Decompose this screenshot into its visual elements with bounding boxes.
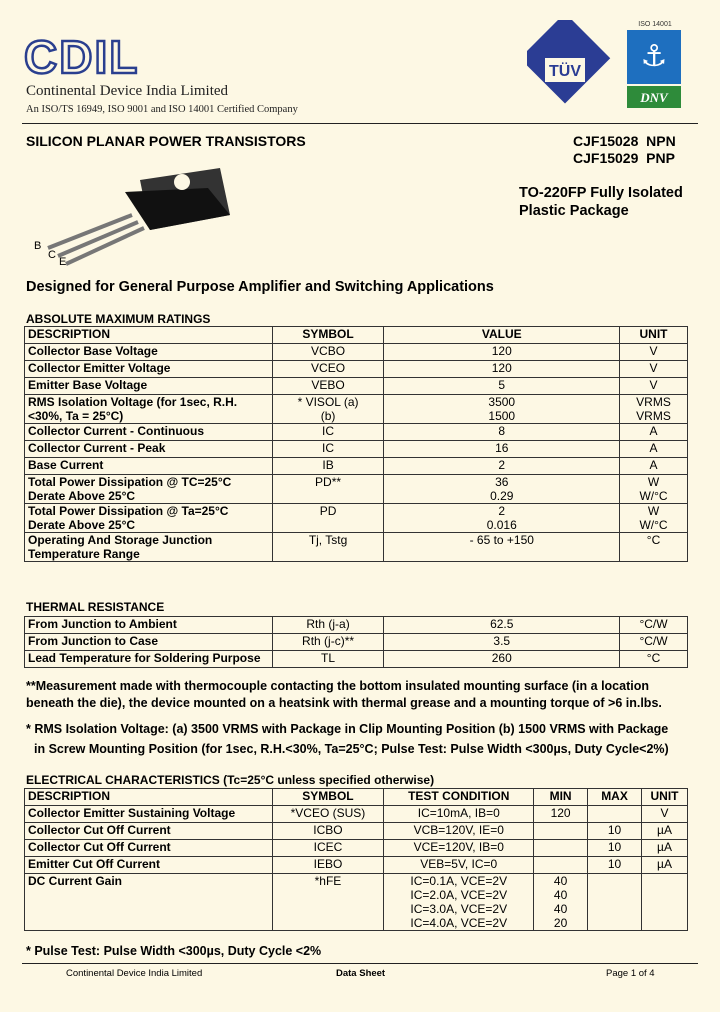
col-symbol: SYMBOL <box>272 789 384 806</box>
cell-min: 120 <box>534 806 588 823</box>
footer-page: Page 1 of 4 <box>606 968 655 979</box>
table-row <box>25 504 688 533</box>
cell-cond: IC=10mA, IB=0 <box>384 806 534 823</box>
cell-sym: IC <box>272 441 384 458</box>
cell-unit: A <box>620 441 688 458</box>
cell-val: 260 <box>384 651 620 668</box>
cell-desc: Lead Temperature for Soldering Purpose <box>25 651 273 668</box>
note-measurement-2: beneath the die), the device mounted on a heatsink with thermal grease and a mounting torque of >6 in.lbs. <box>26 696 662 710</box>
cell-min <box>534 857 588 874</box>
cell-cond: VEB=5V, IC=0 <box>384 857 534 874</box>
col-value: VALUE <box>384 327 620 344</box>
table-row <box>25 840 688 857</box>
col-unit: UNIT <box>642 789 688 806</box>
package-line-1: TO-220FP Fully Isolated <box>519 185 683 201</box>
iso14001-text: ISO 14001 <box>638 21 672 28</box>
footer-rule <box>22 963 698 964</box>
package-line-2: Plastic Package <box>519 203 629 219</box>
cell-sym: IEBO <box>272 857 384 874</box>
cell-desc: Total Power Dissipation @ Ta=25°C Derate Above 25°C <box>25 504 273 533</box>
cell-unit: µA <box>642 840 688 857</box>
cell-unit: A <box>620 424 688 441</box>
table-row <box>25 424 688 441</box>
table-row <box>25 634 688 651</box>
cell-val: 2 <box>384 458 620 475</box>
cell-unit: V <box>620 344 688 361</box>
cell-val: 120 <box>384 361 620 378</box>
electrical-table <box>24 788 688 931</box>
cell-sym: ICBO <box>272 823 384 840</box>
cell-desc: Collector Emitter Voltage <box>25 361 273 378</box>
cell-unit: µA <box>642 857 688 874</box>
note-rms-2: in Screw Mounting Position (for 1sec, R.H.<30%, Ta=25°C; Pulse Test: Pulse Width <300µs, Duty Cycle<2%) <box>34 742 669 756</box>
certification-line: An ISO/TS 16949, ISO 9001 and ISO 14001 Certified Company <box>26 104 298 115</box>
pin-b-label: B <box>34 240 42 252</box>
cell-sym: *hFE <box>272 874 384 931</box>
table-row <box>25 344 688 361</box>
cell-val: 8 <box>384 424 620 441</box>
note-measurement-1: **Measurement made with thermocouple contacting the bottom insulated mounting surface (in a location <box>26 679 649 693</box>
svg-text:⚓: ⚓ <box>640 39 668 74</box>
certification-badges <box>527 20 687 112</box>
cell-val: 16 <box>384 441 620 458</box>
cell-unit: A <box>620 458 688 475</box>
table-row <box>25 806 688 823</box>
part-1: CJF15028 NPN <box>573 133 676 149</box>
cell-cond: IC=0.1A, VCE=2V IC=2.0A, VCE=2V IC=3.0A, VCE=2V IC=4.0A, VCE=2V <box>384 874 534 931</box>
page-title: SILICON PLANAR POWER TRANSISTORS <box>26 133 306 149</box>
cell-sym: VCEO <box>272 361 384 378</box>
thermal-heading: THERMAL RESISTANCE <box>26 600 165 614</box>
cell-sym: TL <box>272 651 384 668</box>
cell-sym: Tj, Tstg <box>272 533 384 562</box>
cell-val: 62.5 <box>384 617 620 634</box>
cell-desc: Collector Emitter Sustaining Voltage <box>25 806 273 823</box>
table-row <box>25 441 688 458</box>
cell-cond: VCB=120V, IE=0 <box>384 823 534 840</box>
cell-min <box>534 840 588 857</box>
cell-val: 5 <box>384 378 620 395</box>
cell-max <box>588 806 642 823</box>
cell-desc: Collector Current - Peak <box>25 441 273 458</box>
abs-max-heading: ABSOLUTE MAXIMUM RATINGS <box>26 312 211 326</box>
cell-desc: Collector Current - Continuous <box>25 424 273 441</box>
header-rule <box>22 123 698 124</box>
cell-desc: Collector Cut Off Current <box>25 840 273 857</box>
abs-max-table <box>24 326 688 562</box>
tuv-text: TÜV <box>549 63 581 80</box>
note-rms-1: * RMS Isolation Voltage: (a) 3500 VRMS with Package in Clip Mounting Position (b) 1500 VRMS with Package <box>26 722 669 736</box>
cell-val: 3.5 <box>384 634 620 651</box>
col-description: DESCRIPTION <box>25 789 273 806</box>
col-unit: UNIT <box>620 327 688 344</box>
cell-unit: µA <box>642 823 688 840</box>
cell-sym: PD <box>272 504 384 533</box>
col-symbol: SYMBOL <box>272 327 384 344</box>
table-row <box>25 874 688 931</box>
cell-desc: RMS Isolation Voltage (for 1sec, R.H. <30%, Ta = 25°C) <box>25 395 273 424</box>
tuv-badge-icon <box>527 20 610 103</box>
company-logo: CDIL <box>24 31 140 83</box>
cell-sym: ICEC <box>272 840 384 857</box>
cell-sym: Rth (j-c)** <box>272 634 384 651</box>
cell-unit: °C <box>620 651 688 668</box>
cell-val: 2 0.016 <box>384 504 620 533</box>
cell-unit: V <box>642 806 688 823</box>
thermal-table <box>24 616 688 668</box>
cell-sym: VCBO <box>272 344 384 361</box>
cell-unit: °C <box>620 533 688 562</box>
note-pulse: * Pulse Test: Pulse Width <300µs, Duty Cycle <2% <box>26 944 322 958</box>
footer-company: Continental Device India Limited <box>66 968 203 979</box>
part-2: CJF15029 PNP <box>573 150 675 166</box>
col-description: DESCRIPTION <box>25 327 273 344</box>
footer-doc-type: Data Sheet <box>336 968 386 979</box>
table-header-row <box>25 327 688 344</box>
table-row <box>25 378 688 395</box>
cell-max: 10 <box>588 840 642 857</box>
cell-desc: From Junction to Case <box>25 634 273 651</box>
cell-sym: *VCEO (SUS) <box>272 806 384 823</box>
cell-desc: Collector Cut Off Current <box>25 823 273 840</box>
cell-unit: °C/W <box>620 617 688 634</box>
cell-desc: DC Current Gain <box>25 874 273 931</box>
cell-max: 10 <box>588 823 642 840</box>
col-min: MIN <box>534 789 588 806</box>
cell-unit: °C/W <box>620 634 688 651</box>
col-max: MAX <box>588 789 642 806</box>
cell-desc: Emitter Cut Off Current <box>25 857 273 874</box>
cell-val: 3500 1500 <box>384 395 620 424</box>
cell-cond: VCE=120V, IB=0 <box>384 840 534 857</box>
cell-sym: IB <box>272 458 384 475</box>
col-test-condition: TEST CONDITION <box>384 789 534 806</box>
cell-max: 10 <box>588 857 642 874</box>
pin-c-label: C <box>48 249 56 261</box>
cell-desc: From Junction to Ambient <box>25 617 273 634</box>
cell-sym: Rth (j-a) <box>272 617 384 634</box>
cell-sym: VEBO <box>272 378 384 395</box>
cell-sym: PD** <box>272 475 384 504</box>
table-row <box>25 533 688 562</box>
table-row <box>25 857 688 874</box>
cell-unit: V <box>620 361 688 378</box>
cell-min <box>534 823 588 840</box>
cell-val: - 65 to +150 <box>384 533 620 562</box>
company-name: Continental Device India Limited <box>26 83 229 99</box>
table-header-row <box>25 789 688 806</box>
cell-min: 40 40 40 20 <box>534 874 588 931</box>
cell-desc: Base Current <box>25 458 273 475</box>
package-drawing <box>30 160 230 270</box>
cell-unit: V <box>620 378 688 395</box>
cell-unit: W W/°C <box>620 475 688 504</box>
cell-desc: Operating And Storage Junction Temperature Range <box>25 533 273 562</box>
table-row <box>25 651 688 668</box>
table-row <box>25 617 688 634</box>
cell-unit <box>642 874 688 931</box>
cell-sym: * VISOL (a) (b) <box>272 395 384 424</box>
application-heading: Designed for General Purpose Amplifier and Switching Applications <box>26 279 494 295</box>
dnv-text: DNV <box>640 90 668 105</box>
cell-desc: Emitter Base Voltage <box>25 378 273 395</box>
cell-unit: W W/°C <box>620 504 688 533</box>
table-row <box>25 475 688 504</box>
pin-e-label: E <box>59 256 67 268</box>
cell-desc: Collector Base Voltage <box>25 344 273 361</box>
table-row <box>25 823 688 840</box>
table-row <box>25 361 688 378</box>
cell-desc: Total Power Dissipation @ TC=25°C Derate Above 25°C <box>25 475 273 504</box>
electrical-heading: ELECTRICAL CHARACTERISTICS (Tc=25°C unless specified otherwise) <box>26 773 435 787</box>
table-row <box>25 458 688 475</box>
cell-unit: VRMS VRMS <box>620 395 688 424</box>
cell-sym: IC <box>272 424 384 441</box>
table-row <box>25 395 688 424</box>
cell-val: 120 <box>384 344 620 361</box>
cell-max <box>588 874 642 931</box>
cell-val: 36 0.29 <box>384 475 620 504</box>
